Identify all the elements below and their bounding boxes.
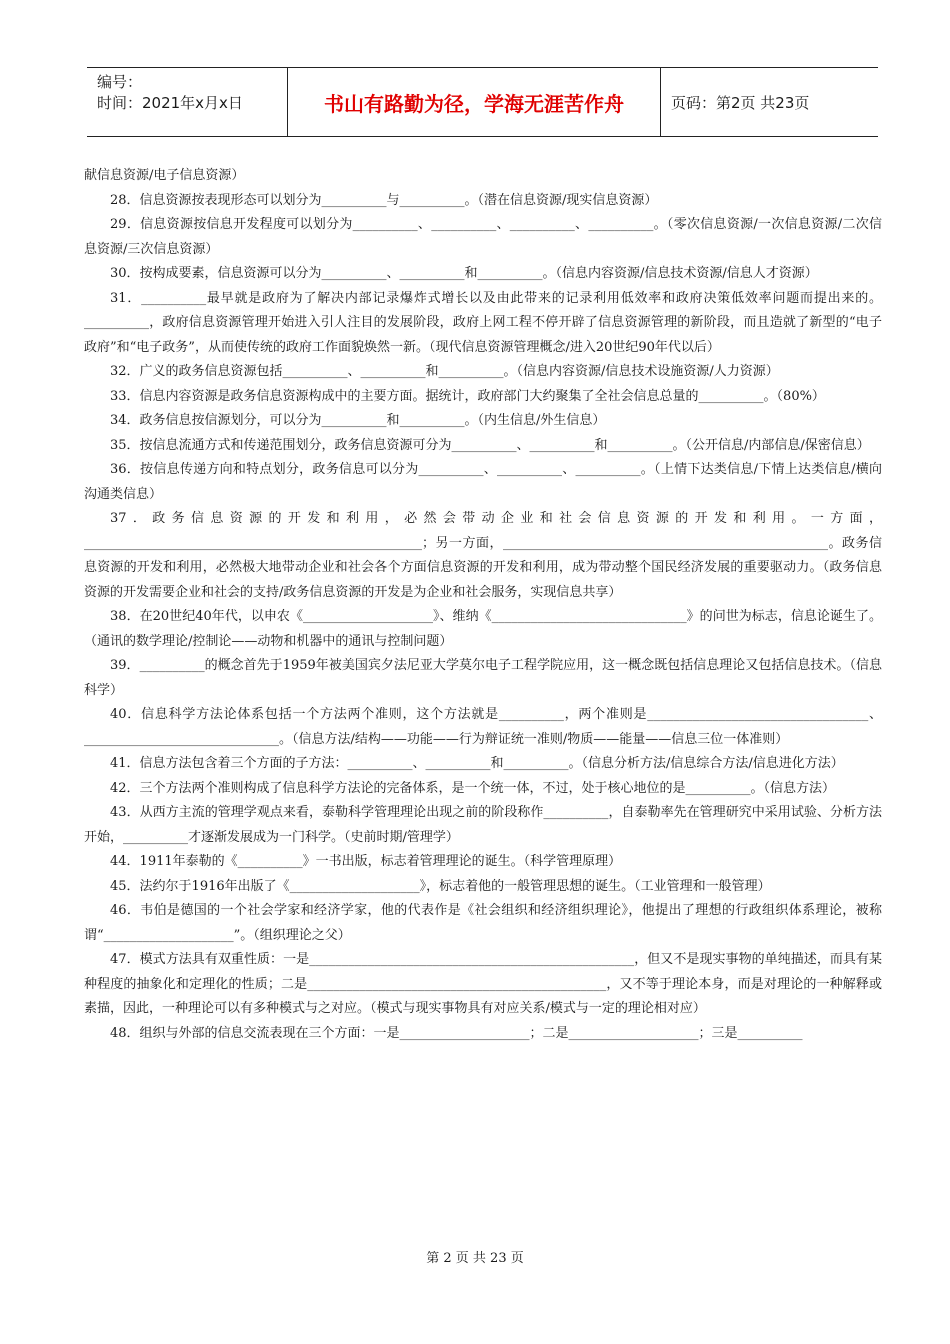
- question-30: 30．按构成要素，信息资源可以分为__________、__________和__________。（信息内容资源/信息技术资源/信息人才资源）: [110, 266, 818, 281]
- page-header: [87, 67, 878, 137]
- question-42: 42．三个方法两个准则构成了信息科学方法论的完备体系，是一个统一体，不过，处于核心地位的是__________。（信息方法）: [110, 780, 836, 796]
- doc-code-label: 编号：: [97, 73, 143, 91]
- question-46: 46．韦伯是德国的一个社会学家和经济学家，他的代表作是《社会组织和经济组织理论》，他提出了理想的行政组织体系理论，被称谓“____________________”。（组织理论之父）: [84, 903, 882, 943]
- question-40: 40．信息科学方法论体系包括一个方法两个准则，这个方法就是__________，两个准则是__________________________________、______________________________。（信息方法/结构——功能——行为辩证统一准则/物质——能量——信息三位一体准则）: [84, 707, 882, 747]
- document-body: [84, 164, 882, 1046]
- question-38: 38．在20世纪40年代，以申农《____________________》、维纳《______________________________》的问世为标志，信息论诞生了。（通讯的数学理论/控制论——动物和机器中的通讯与控制问题）: [84, 609, 882, 649]
- question-44: 44．1911年泰勒的《__________》一书出版，标志着管理理论的诞生。（科学管理原理）: [110, 854, 622, 869]
- header-page-info: 页码：第2页 共23页: [671, 93, 810, 112]
- header-meta: [87, 68, 287, 136]
- question-28: 28．信息资源按表现形态可以划分为__________与__________。（潜在信息资源/现实信息资源）: [110, 192, 658, 208]
- question-32: 32．广义的政务信息资源包括__________、__________和__________。（信息内容资源/信息技术设施资源/人力资源）: [110, 364, 779, 379]
- question-33: 33．信息内容资源是政务信息资源构成中的主要方面。据统计，政府部门大约聚集了全社会信息总量的__________。（80%）: [110, 388, 825, 404]
- doc-date-label: 时间：2021年x月x日: [97, 94, 243, 112]
- question-47: 47．模式方法具有双重性质：一是__________________________________________________，但又不是现实事物的单纯描述，而具有某种程度的抽象化和定理化的性质；二是______________________________________________，又不等于理论本身，而是对理论的一种解释或素描，因此，一种理论可以有多种模式与之对应。（模式与现实事物具有对应关系/模式与一定的理论相对应）: [84, 952, 882, 1016]
- question-31: 31．__________最早就是政府为了解决内部记录爆炸式增长以及由此带来的记录利用低效率和政府决策低效率问题而提出来的。__________，政府信息资源管理开始进入引人注目的发展阶段，政府上网工程不停开辟了信息资源管理的新阶段，而且造就了新型的“电子政府”和“电子政务”，从而使传统的政府工作面貌焕然一新。（现代信息资源管理概念/进入20世纪90年代以后）: [84, 290, 882, 355]
- question-48: 48．组织与外部的信息交流表现在三个方面：一是____________________；二是____________________；三是__________: [110, 1025, 803, 1041]
- paragraph-continuation: 献信息资源/电子信息资源）: [84, 168, 245, 183]
- question-43: 43．从西方主流的管理学观点来看，泰勒科学管理理论出现之前的阶段称作__________，自泰勒率先在管理研究中采用试验、分析方法开始，__________才逐渐发展成为一门科学。（史前时期/管理学）: [84, 805, 882, 845]
- question-36: 36．按信息传递方向和特点划分，政务信息可以分为__________、__________、__________。（上情下达类信息/下情上达类信息/横向沟通类信息）: [84, 462, 882, 502]
- question-41: 41．信息方法包含着三个方面的子方法：__________、__________和__________。（信息分析方法/信息综合方法/信息进化方法）: [110, 756, 844, 771]
- question-35: 35．按信息流通方式和传递范围划分，政务信息资源可分为__________、__________和__________。（公开信息/内部信息/保密信息）: [110, 437, 870, 453]
- header-motto: 书山有路勤为径，学海无涯苦作舟: [287, 68, 661, 136]
- page-footer: 第 2 页 共 23 页: [426, 1251, 524, 1266]
- question-37: 37．政务信息资源的开发和利用，必然会带动企业和社会信息资源的开发和利用。一方面，____________________________________________________；另一方面，__________________________________________________。政务信息资源的开发和利用，必然极大地带动企业和社会各个方面信息资源的开发和利用，成为带动整个国民经济发展的重要驱动力。（政务信息资源的开发需要企业和社会的支持/政务信息资源的开发是为企业和社会服务，实现信息共享）: [84, 511, 882, 600]
- question-29: 29．信息资源按信息开发程度可以划分为__________、__________、__________、__________。（零次信息资源/一次信息资源/二次信息资源/三次信息资源）: [84, 217, 882, 257]
- question-39: 39．__________的概念首先于1959年被美国宾夕法尼亚大学莫尔电子工程学院应用，这一概念既包括信息理论又包括信息技术。（信息科学）: [84, 658, 882, 698]
- question-34: 34．政务信息按信源划分，可以分为__________和__________。（内生信息/外生信息）: [110, 413, 606, 428]
- question-45: 45．法约尔于1916年出版了《____________________》，标志着他的一般管理思想的诞生。（工业管理和一般管理）: [110, 878, 771, 894]
